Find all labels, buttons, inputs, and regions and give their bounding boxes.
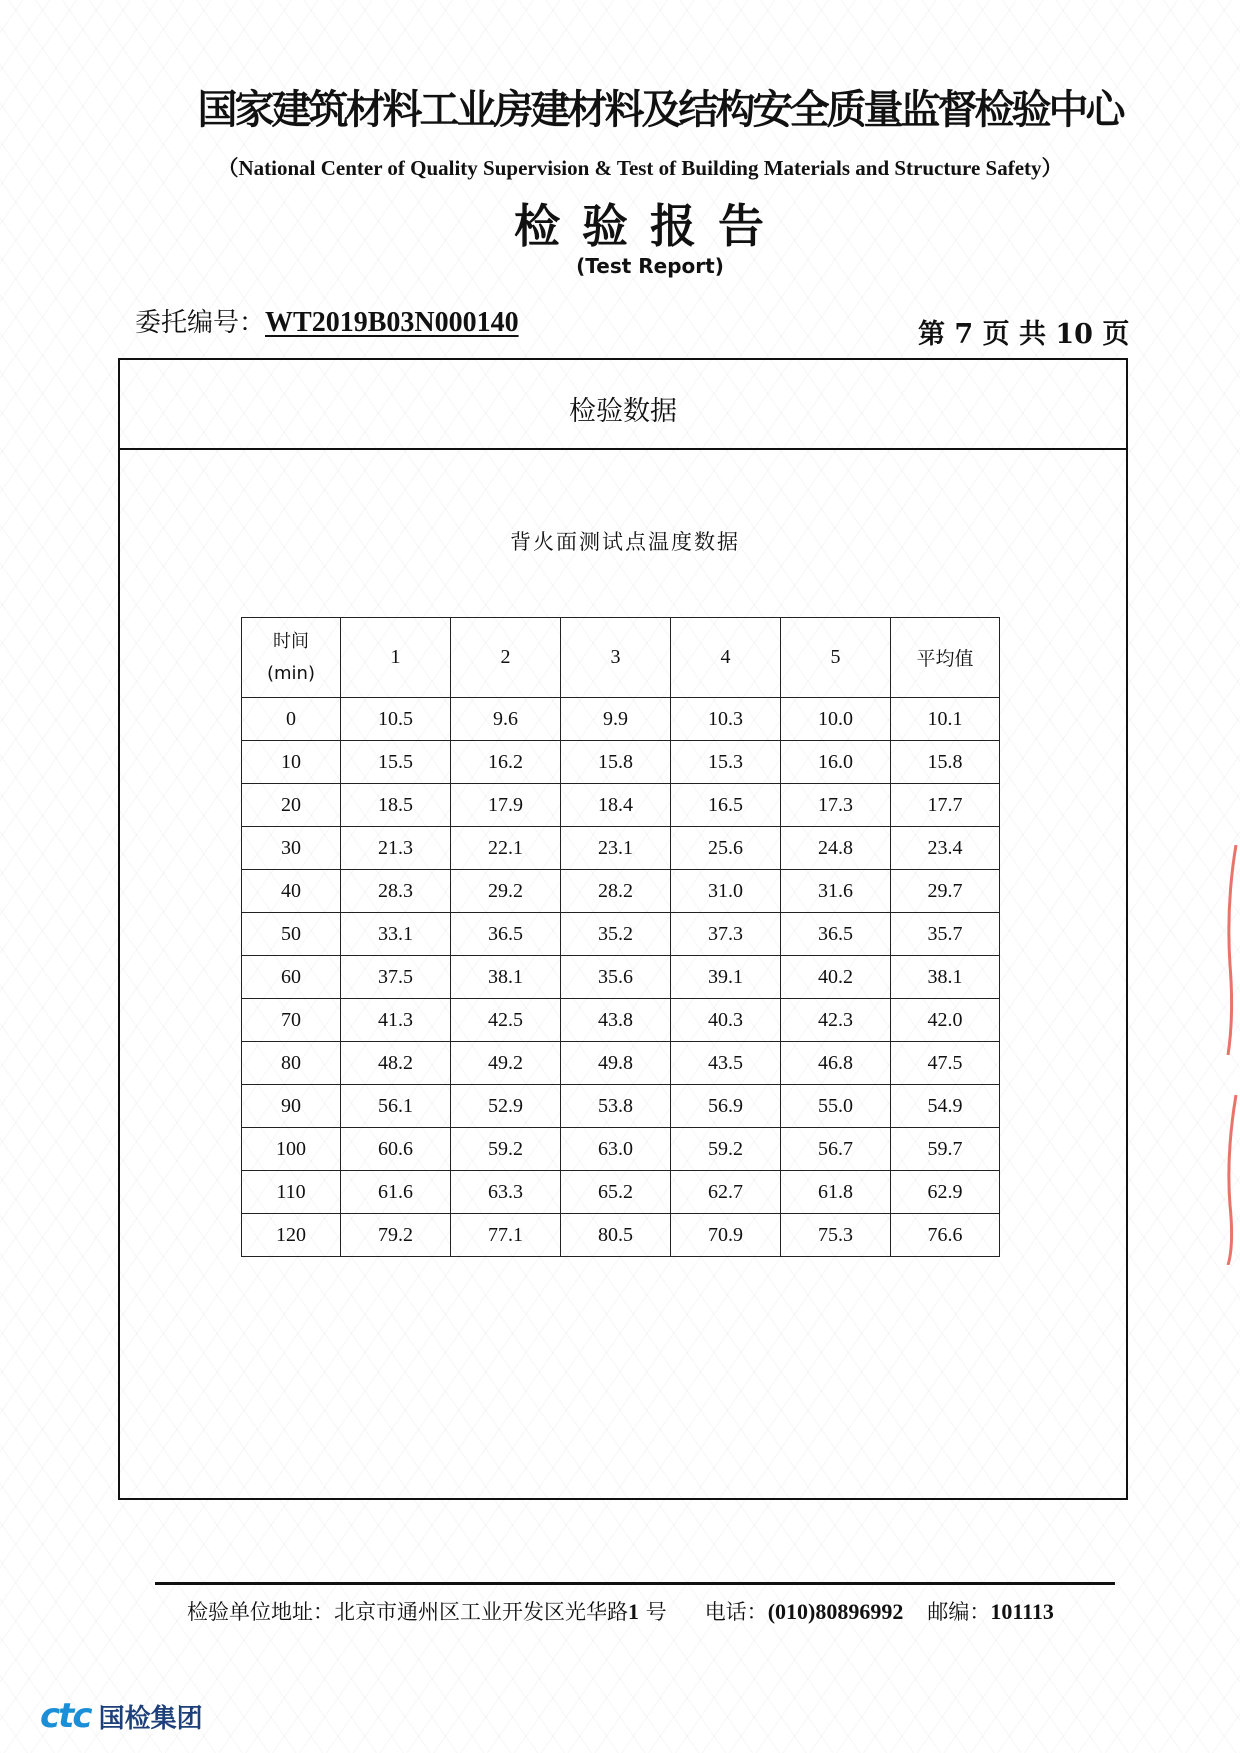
table-row [242,741,1000,784]
temperature-cell-1: 33.1 [341,913,451,956]
temperature-cell-2: 22.1 [451,827,561,870]
average-cell: 76.6 [891,1214,1000,1257]
footer-address-suffix: 号 [639,1600,667,1624]
average-cell: 23.4 [891,827,1000,870]
time-cell: 10 [242,741,341,784]
temperature-cell-1: 28.3 [341,870,451,913]
temperature-cell-2: 52.9 [451,1085,561,1128]
average-cell: 15.8 [891,741,1000,784]
footer-address-label: 检验单位地址：北京市通州区工业开发区光华路 [187,1600,628,1624]
temperature-cell-1: 10.5 [341,698,451,741]
average-cell: 17.7 [891,784,1000,827]
table-header-row [242,618,1000,698]
temperature-cell-2: 16.2 [451,741,561,784]
temperature-cell-4: 10.3 [671,698,781,741]
average-column-header: 平均值 [891,618,1000,698]
company-logo [40,1696,203,1736]
time-cell: 110 [242,1171,341,1214]
time-cell: 30 [242,827,341,870]
temperature-cell-1: 79.2 [341,1214,451,1257]
time-column-header [242,618,341,698]
temperature-cell-3: 35.6 [561,956,671,999]
commission-number: WT2019B03N000140 [265,307,519,338]
column-header-5: 5 [781,618,891,698]
temperature-cell-2: 38.1 [451,956,561,999]
table-body [242,698,1000,1257]
temperature-cell-3: 9.9 [561,698,671,741]
time-cell: 20 [242,784,341,827]
time-header-unit: (min) [267,662,315,684]
temperature-cell-1: 48.2 [341,1042,451,1085]
table-row [242,1214,1000,1257]
footer-phone-label: 电话： [704,1600,768,1624]
temperature-cell-4: 16.5 [671,784,781,827]
temperature-cell-5: 40.2 [781,956,891,999]
average-cell: 38.1 [891,956,1000,999]
temperature-cell-2: 49.2 [451,1042,561,1085]
temperature-cell-3: 23.1 [561,827,671,870]
average-cell: 35.7 [891,913,1000,956]
table-row [242,913,1000,956]
temperature-cell-2: 36.5 [451,913,561,956]
temperature-cell-3: 65.2 [561,1171,671,1214]
time-cell: 80 [242,1042,341,1085]
time-cell: 40 [242,870,341,913]
organization-subtitle: （National Center of Quality Supervision & Test of Building Materials and Structure Safety） [217,156,1063,180]
temperature-cell-1: 18.5 [341,784,451,827]
temperature-cell-4: 40.3 [671,999,781,1042]
column-header-1: 1 [341,618,451,698]
time-cell: 0 [242,698,341,741]
temperature-cell-5: 56.7 [781,1128,891,1171]
ctc-logo-icon: ctc [40,1696,91,1736]
temperature-cell-4: 56.9 [671,1085,781,1128]
temperature-cell-1: 15.5 [341,741,451,784]
average-cell: 47.5 [891,1042,1000,1085]
temperature-data-table [241,617,1000,1257]
time-cell: 60 [242,956,341,999]
commission-number-row [135,302,519,339]
time-header-label: 时间 [273,630,309,652]
table-row [242,1171,1000,1214]
temperature-cell-3: 28.2 [561,870,671,913]
report-subtitle: (Test Report) [576,254,724,278]
average-cell: 42.0 [891,999,1000,1042]
table-row [242,870,1000,913]
temperature-cell-4: 37.3 [671,913,781,956]
column-header-4: 4 [671,618,781,698]
time-cell: 50 [242,913,341,956]
temperature-cell-1: 37.5 [341,956,451,999]
table-row [242,1085,1000,1128]
temperature-cell-4: 43.5 [671,1042,781,1085]
section-header [120,360,1126,450]
temperature-cell-4: 25.6 [671,827,781,870]
temperature-cell-1: 41.3 [341,999,451,1042]
footer-divider [155,1582,1115,1585]
temperature-cell-2: 42.5 [451,999,561,1042]
temperature-cell-5: 46.8 [781,1042,891,1085]
data-frame [118,358,1128,1500]
average-cell: 54.9 [891,1085,1000,1128]
temperature-cell-5: 42.3 [781,999,891,1042]
organization-title: 国家建筑材料工业房建材料及结构安全质量监督检验中心 [197,87,1123,133]
footer-postcode: 101113 [990,1599,1054,1624]
temperature-cell-5: 16.0 [781,741,891,784]
seal-stamp-edge [1222,845,1240,1265]
temperature-cell-3: 53.8 [561,1085,671,1128]
temperature-cell-2: 63.3 [451,1171,561,1214]
table-row [242,827,1000,870]
temperature-cell-3: 15.8 [561,741,671,784]
temperature-cell-4: 31.0 [671,870,781,913]
temperature-cell-1: 61.6 [341,1171,451,1214]
time-cell: 90 [242,1085,341,1128]
footer-phone: (010)80896992 [767,1599,904,1624]
temperature-cell-4: 59.2 [671,1128,781,1171]
temperature-cell-5: 24.8 [781,827,891,870]
page-indicator: 第 7 页 共 10 页 [918,319,1130,350]
table-row [242,698,1000,741]
time-cell: 120 [242,1214,341,1257]
temperature-cell-1: 21.3 [341,827,451,870]
temperature-cell-1: 56.1 [341,1085,451,1128]
temperature-cell-5: 31.6 [781,870,891,913]
section-title: 检验数据 [569,395,677,427]
average-cell: 29.7 [891,870,1000,913]
average-cell: 62.9 [891,1171,1000,1214]
temperature-cell-3: 18.4 [561,784,671,827]
temperature-cell-3: 35.2 [561,913,671,956]
time-cell: 70 [242,999,341,1042]
temperature-cell-4: 39.1 [671,956,781,999]
temperature-cell-5: 75.3 [781,1214,891,1257]
temperature-cell-2: 59.2 [451,1128,561,1171]
table-row [242,784,1000,827]
temperature-cell-5: 10.0 [781,698,891,741]
temperature-cell-2: 9.6 [451,698,561,741]
column-header-2: 2 [451,618,561,698]
footer-address-number: 1 [628,1599,639,1624]
temperature-cell-4: 62.7 [671,1171,781,1214]
temperature-cell-1: 60.6 [341,1128,451,1171]
table-row [242,1042,1000,1085]
temperature-cell-3: 43.8 [561,999,671,1042]
table-caption: 背火面测试点温度数据 [510,530,740,554]
average-cell: 59.7 [891,1128,1000,1171]
temperature-cell-2: 29.2 [451,870,561,913]
table-row [242,999,1000,1042]
footer-contact [187,1596,1054,1626]
temperature-cell-4: 70.9 [671,1214,781,1257]
temperature-cell-3: 49.8 [561,1042,671,1085]
commission-label: 委托编号： [135,308,266,338]
logo-text: 国检集团 [98,1703,203,1734]
temperature-cell-4: 15.3 [671,741,781,784]
column-header-3: 3 [561,618,671,698]
temperature-cell-5: 61.8 [781,1171,891,1214]
temperature-cell-3: 63.0 [561,1128,671,1171]
average-cell: 10.1 [891,698,1000,741]
temperature-cell-3: 80.5 [561,1214,671,1257]
temperature-cell-5: 36.5 [781,913,891,956]
temperature-cell-5: 17.3 [781,784,891,827]
temperature-cell-5: 55.0 [781,1085,891,1128]
report-title: 检验报告 [514,199,786,253]
time-cell: 100 [242,1128,341,1171]
footer-postcode-label: 邮编： [927,1600,991,1624]
temperature-cell-2: 77.1 [451,1214,561,1257]
table-row [242,956,1000,999]
temperature-cell-2: 17.9 [451,784,561,827]
table-row [242,1128,1000,1171]
